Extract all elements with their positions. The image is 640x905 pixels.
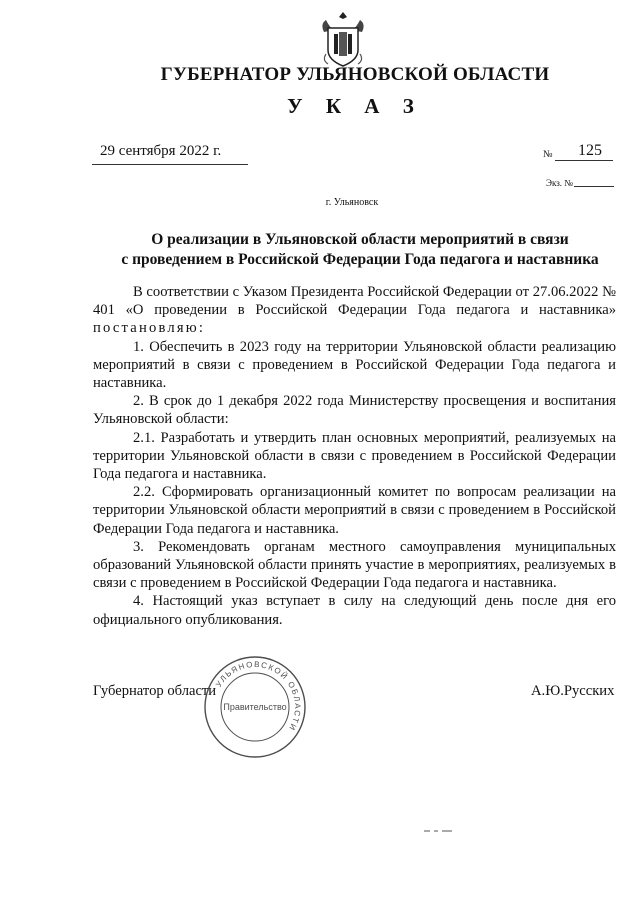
scan-artifact [424, 829, 452, 833]
date-underline [92, 164, 248, 165]
title-line-1: О реализации в Ульяновской области мероприятий в связи [151, 231, 569, 248]
signatory-position: Губернатор области [93, 683, 217, 699]
paragraph-preamble [93, 283, 616, 338]
paragraph-3: 3. Рекомендовать органам местного самоуправления муниципальных образований Ульяновской области принять участие в мероприятиях, реализуемых в связи с проведением в Российской Федерации Года педагога и наставника. [93, 538, 616, 592]
stamp-center-text: Правительство [223, 702, 287, 712]
paragraph-1: 1. Обеспечить в 2023 году на территории Ульяновской области реализацию мероприятий в связи с проведением в Российской Федерации Года педагога и наставника. [93, 338, 616, 392]
paragraph-2-1: 2.1. Разработать и утвердить план основных мероприятий, реализуемых на территории Ульяновской области в связи с проведением в Российской Федерации Года педагога и наставника. [93, 429, 616, 483]
stamp-ring-text: УЛЬЯНОВСКОЙ ОБЛАСТИ [213, 659, 303, 733]
paragraph-4: 4. Настоящий указ вступает в силу на следующий день после дня его официального опубликования. [93, 593, 616, 628]
signatory-name: А.Ю.Русских [531, 683, 615, 699]
paragraph-2-2: 2.2. Сформировать организационный комитет по вопросам реализации на территории Ульяновской области мероприятий в связи с проведением в Российской Федерации Года педагога и наставника. [93, 484, 616, 537]
coat-of-arms-emblem [318, 10, 368, 68]
document-body [93, 283, 616, 629]
title-line-2: с проведением в Российской Федерации Года педагога и наставника [121, 251, 599, 268]
paragraph-2: 2. В срок до 1 декабря 2022 года Министерству просвещения и воспитания Ульяновской области: [93, 393, 616, 428]
document-number: 125 [578, 142, 602, 159]
number-label: № [543, 149, 553, 160]
preamble-text: В соответствии с Указом Президента Российской Федерации от 27.06.2022 № 401 «О проведении в Российской Федерации Года педагога и наставника» [93, 284, 616, 319]
issuer-title: ГУБЕРНАТОР УЛЬЯНОВСКОЙ ОБЛАСТИ [160, 64, 550, 85]
preamble-decree-word: постановляю: [93, 320, 206, 337]
city-name: г. Ульяновск [325, 197, 379, 208]
copy-number-label: Экз. № [546, 178, 573, 188]
copy-number-underline [574, 186, 614, 187]
official-stamp [200, 652, 310, 762]
number-underline [555, 160, 613, 161]
document-type: У К А З [287, 94, 423, 118]
document-title [90, 230, 630, 270]
document-date: 29 сентября 2022 г. [100, 143, 222, 159]
